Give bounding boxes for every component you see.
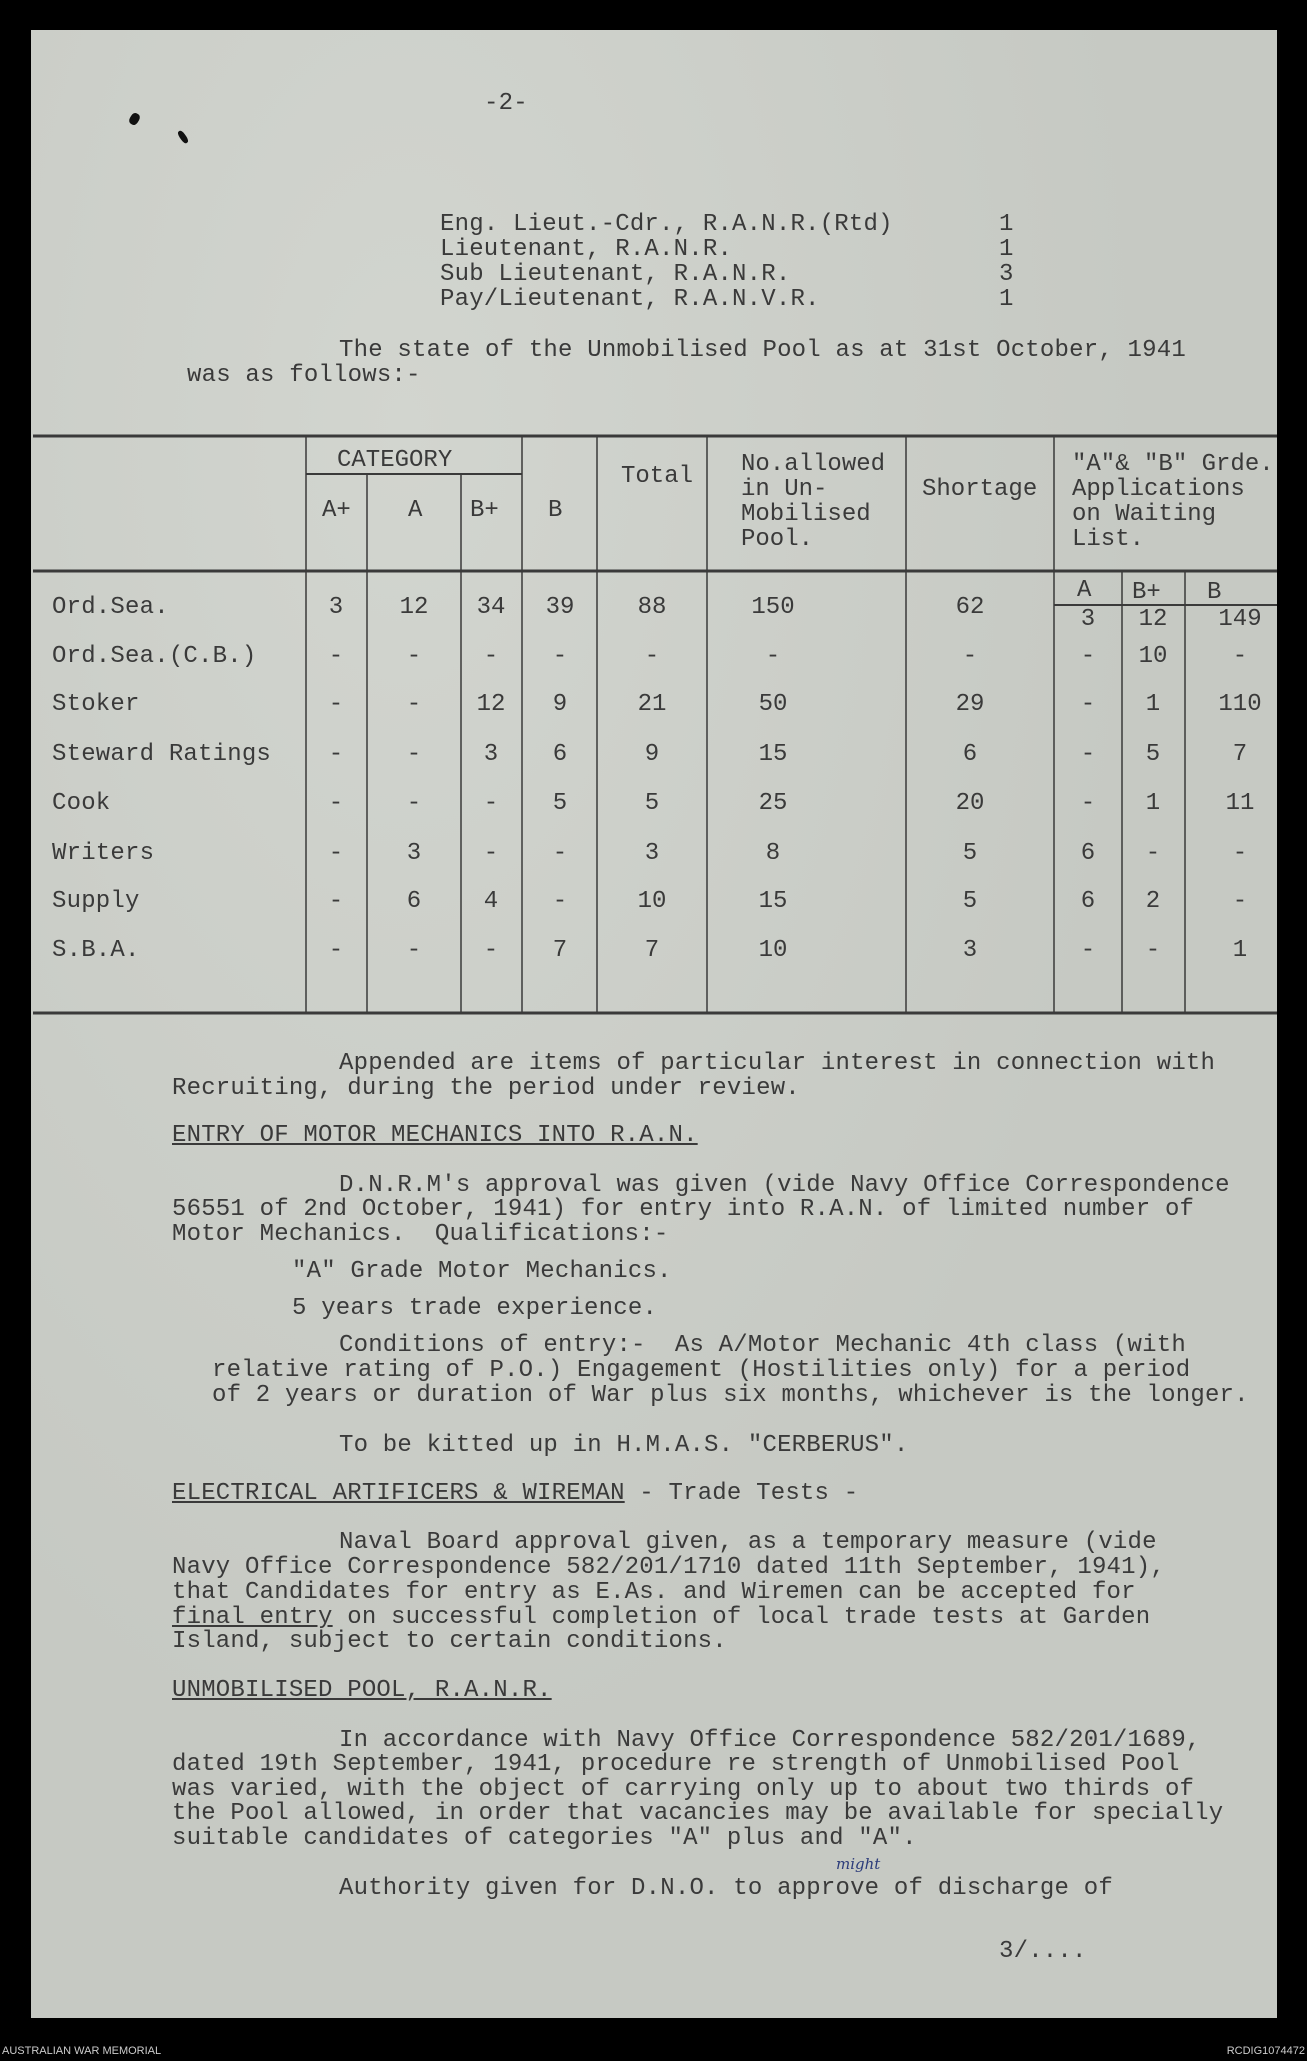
cell-waiting-a: - xyxy=(1080,790,1096,817)
header-b: B xyxy=(548,497,563,524)
officer-rank: Pay/Lieutenant, R.A.N.V.R. xyxy=(440,286,820,313)
officer-count: 3 xyxy=(999,261,1014,288)
heading-suffix: - Trade Tests - xyxy=(624,1480,859,1507)
header-waiting-a: A xyxy=(1077,577,1092,604)
cell-total: 21 xyxy=(637,691,667,718)
cell-total: 88 xyxy=(637,594,667,621)
cell-total: - xyxy=(644,643,660,670)
officer-rank: Sub Lieutenant, R.A.N.R. xyxy=(440,261,791,288)
cell-cat-a: 12 xyxy=(399,594,429,621)
cell-cat-b: 5 xyxy=(552,790,568,817)
cell-row-label: Cook xyxy=(52,790,111,817)
electrical-para-line: Island, subject to certain conditions. xyxy=(172,1628,727,1655)
header-total: Total xyxy=(621,463,694,490)
appended-line: Recruiting, during the period under review. xyxy=(172,1075,800,1102)
cell-shortage: - xyxy=(962,643,978,670)
section-heading-electrical xyxy=(172,1482,858,1506)
para-rest: on successful completion of local trade tests at Garden xyxy=(332,1604,1151,1631)
cell-shortage: 20 xyxy=(955,790,985,817)
cell-cat-b: 7 xyxy=(552,937,568,964)
header-b-plus: B+ xyxy=(470,497,499,524)
pool-para-line: In accordance with Navy Office Correspondence 582/201/1689, xyxy=(339,1727,1201,1754)
cell-cat-a-plus: - xyxy=(328,790,344,817)
qualification: 5 years trade experience. xyxy=(292,1295,658,1322)
cell-shortage: 3 xyxy=(962,937,978,964)
cell-allowed: 8 xyxy=(765,840,781,867)
cell-total: 7 xyxy=(644,937,660,964)
cell-cat-a: - xyxy=(406,691,422,718)
intro-line: was as follows:- xyxy=(187,362,421,389)
cell-waiting-b-plus: 2 xyxy=(1145,888,1161,915)
section-heading-unmobilised-pool: UNMOBILISED POOL, R.A.N.R. xyxy=(172,1677,552,1704)
cell-waiting-b: 1 xyxy=(1232,937,1248,964)
cell-waiting-b: - xyxy=(1232,840,1248,867)
cell-waiting-a: - xyxy=(1080,741,1096,768)
cell-cat-b: - xyxy=(552,888,568,915)
officer-rank: Eng. Lieut.-Cdr., R.A.N.R.(Rtd) xyxy=(440,211,893,238)
cell-cat-a-plus: 3 xyxy=(328,594,344,621)
continuation-marker: 3/.... xyxy=(999,1938,1087,1965)
footer-record-id: RCDIG1074472 xyxy=(1226,2045,1305,2057)
header-waiting-b: B xyxy=(1207,579,1222,606)
conditions-line: of 2 years or duration of War plus six months, whichever is the longer. xyxy=(212,1382,1249,1409)
cell-row-label: Ord.Sea. xyxy=(52,594,169,621)
cell-allowed: 15 xyxy=(758,888,788,915)
cell-cat-b-plus: - xyxy=(483,643,499,670)
cell-waiting-b-plus: - xyxy=(1145,840,1161,867)
motor-para-line: 56551 of 2nd October, 1941) for entry into R.A.N. of limited number of xyxy=(172,1196,1195,1223)
kitted-line: To be kitted up in H.M.A.S. "CERBERUS". xyxy=(339,1432,909,1459)
cell-cat-a: - xyxy=(406,937,422,964)
motor-para-line: D.N.R.M's approval was given (vide Navy Office Correspondence xyxy=(339,1172,1230,1199)
cell-waiting-b: - xyxy=(1232,643,1248,670)
pool-para-line: was varied, with the object of carrying only up to about two thirds of xyxy=(172,1776,1195,1803)
officer-rank: Lieutenant, R.A.N.R. xyxy=(440,236,733,263)
cell-row-label: S.B.A. xyxy=(52,937,140,964)
cell-cat-b: - xyxy=(552,840,568,867)
cell-waiting-a: 6 xyxy=(1080,840,1096,867)
footer-archive-name: AUSTRALIAN WAR MEMORIAL xyxy=(2,2045,162,2057)
cell-cat-b-plus: - xyxy=(483,790,499,817)
officer-count: 1 xyxy=(999,211,1014,238)
section-heading-motor-mechanics: ENTRY OF MOTOR MECHANICS INTO R.A.N. xyxy=(172,1122,698,1149)
conditions-line: relative rating of P.O.) Engagement (Hostilities only) for a period xyxy=(212,1357,1191,1384)
cell-row-label: Steward Ratings xyxy=(52,741,272,768)
cell-waiting-b-plus: 10 xyxy=(1138,643,1168,670)
cell-cat-b-plus: - xyxy=(483,840,499,867)
cell-total: 3 xyxy=(644,840,660,867)
header-shortage: Shortage xyxy=(922,476,1038,503)
cell-cat-a: - xyxy=(406,790,422,817)
pool-para-line: dated 19th September, 1941, procedure re strength of Unmobilised Pool xyxy=(172,1751,1180,1778)
cell-waiting-b-plus: 1 xyxy=(1145,790,1161,817)
heading-text: ELECTRICAL ARTIFICERS & WIREMAN xyxy=(172,1480,625,1507)
cell-waiting-b-plus: 12 xyxy=(1138,606,1168,633)
motor-para-line: Motor Mechanics. Qualifications:- xyxy=(172,1221,669,1248)
cell-allowed: 150 xyxy=(751,594,795,621)
cell-shortage: 62 xyxy=(955,594,985,621)
page-number: -2- xyxy=(484,90,528,117)
header-waiting-b-plus: B+ xyxy=(1132,579,1161,606)
cell-waiting-a: - xyxy=(1080,691,1096,718)
cell-waiting-a: 3 xyxy=(1080,606,1096,633)
header-category: CATEGORY xyxy=(337,447,453,474)
cell-total: 10 xyxy=(637,888,667,915)
cell-shortage: 5 xyxy=(962,840,978,867)
cell-waiting-b: 110 xyxy=(1218,691,1262,718)
cell-allowed: 25 xyxy=(758,790,788,817)
handwritten-correction: might xyxy=(836,1855,881,1873)
electrical-para-line: Naval Board approval given, as a temporary measure (vide xyxy=(339,1529,1157,1556)
cell-shortage: 29 xyxy=(955,691,985,718)
intro-line: The state of the Unmobilised Pool as at 31st October, 1941 xyxy=(339,337,1186,364)
cell-cat-b-plus: 3 xyxy=(483,741,499,768)
cell-cat-b-plus: 4 xyxy=(483,888,499,915)
cell-waiting-b-plus: - xyxy=(1145,937,1161,964)
header-a: A xyxy=(408,497,423,524)
cell-cat-a-plus: - xyxy=(328,691,344,718)
cell-waiting-b-plus: 1 xyxy=(1145,691,1161,718)
cell-waiting-b: 11 xyxy=(1225,790,1255,817)
cell-allowed: - xyxy=(765,643,781,670)
appended-line: Appended are items of particular interest in connection with xyxy=(339,1050,1216,1077)
cell-waiting-b: 149 xyxy=(1218,606,1262,633)
cell-cat-a: - xyxy=(406,643,422,670)
cell-cat-b-plus: 34 xyxy=(476,594,506,621)
cell-cat-a-plus: - xyxy=(328,741,344,768)
officer-count: 1 xyxy=(999,236,1014,263)
officer-count: 1 xyxy=(999,286,1014,313)
cell-row-label: Stoker xyxy=(52,691,140,718)
cell-cat-a: - xyxy=(406,741,422,768)
cell-waiting-a: 6 xyxy=(1080,888,1096,915)
final-entry-underlined: final entry xyxy=(172,1604,333,1631)
cell-total: 5 xyxy=(644,790,660,817)
cell-cat-b: 39 xyxy=(545,594,575,621)
cell-cat-a: 3 xyxy=(406,840,422,867)
cell-cat-a-plus: - xyxy=(328,840,344,867)
cell-cat-b: - xyxy=(552,643,568,670)
qualification: "A" Grade Motor Mechanics. xyxy=(292,1258,672,1285)
header-allowed: No.allowed in Un- Mobilised Pool. xyxy=(741,451,886,553)
cell-cat-b-plus: 12 xyxy=(476,691,506,718)
cell-cat-b: 6 xyxy=(552,741,568,768)
conditions-line: Conditions of entry:- As A/Motor Mechanic 4th class (with xyxy=(339,1332,1186,1359)
cell-shortage: 5 xyxy=(962,888,978,915)
cell-waiting-b-plus: 5 xyxy=(1145,741,1161,768)
cell-cat-b: 9 xyxy=(552,691,568,718)
cell-allowed: 15 xyxy=(758,741,788,768)
cell-cat-a-plus: - xyxy=(328,937,344,964)
authority-line: Authority given for D.N.O. to approve of discharge of xyxy=(339,1875,1113,1902)
header-waiting-list: "A"& "B" Grde. Applications on Waiting List. xyxy=(1072,451,1274,553)
cell-cat-b-plus: - xyxy=(483,937,499,964)
pool-para-line: suitable candidates of categories "A" plus and "A". xyxy=(172,1825,917,1852)
cell-cat-a: 6 xyxy=(406,888,422,915)
cell-waiting-b: 7 xyxy=(1232,741,1248,768)
cell-total: 9 xyxy=(644,741,660,768)
cell-cat-a-plus: - xyxy=(328,888,344,915)
electrical-para-line: that Candidates for entry as E.As. and Wiremen can be accepted for xyxy=(172,1579,1136,1606)
cell-allowed: 50 xyxy=(758,691,788,718)
pool-para-line: the Pool allowed, in order that vacancies may be available for specially xyxy=(172,1800,1224,1827)
cell-waiting-a: - xyxy=(1080,643,1096,670)
cell-shortage: 6 xyxy=(962,741,978,768)
cell-waiting-a: - xyxy=(1080,937,1096,964)
cell-row-label: Supply xyxy=(52,888,140,915)
header-a-plus: A+ xyxy=(322,497,351,524)
cell-allowed: 10 xyxy=(758,937,788,964)
cell-row-label: Ord.Sea.(C.B.) xyxy=(52,643,257,670)
electrical-para-line xyxy=(172,1606,1150,1630)
electrical-para-line: Navy Office Correspondence 582/201/1710 dated 11th September, 1941), xyxy=(172,1554,1165,1581)
cell-row-label: Writers xyxy=(52,840,155,867)
cell-waiting-b: - xyxy=(1232,888,1248,915)
cell-cat-a-plus: - xyxy=(328,643,344,670)
